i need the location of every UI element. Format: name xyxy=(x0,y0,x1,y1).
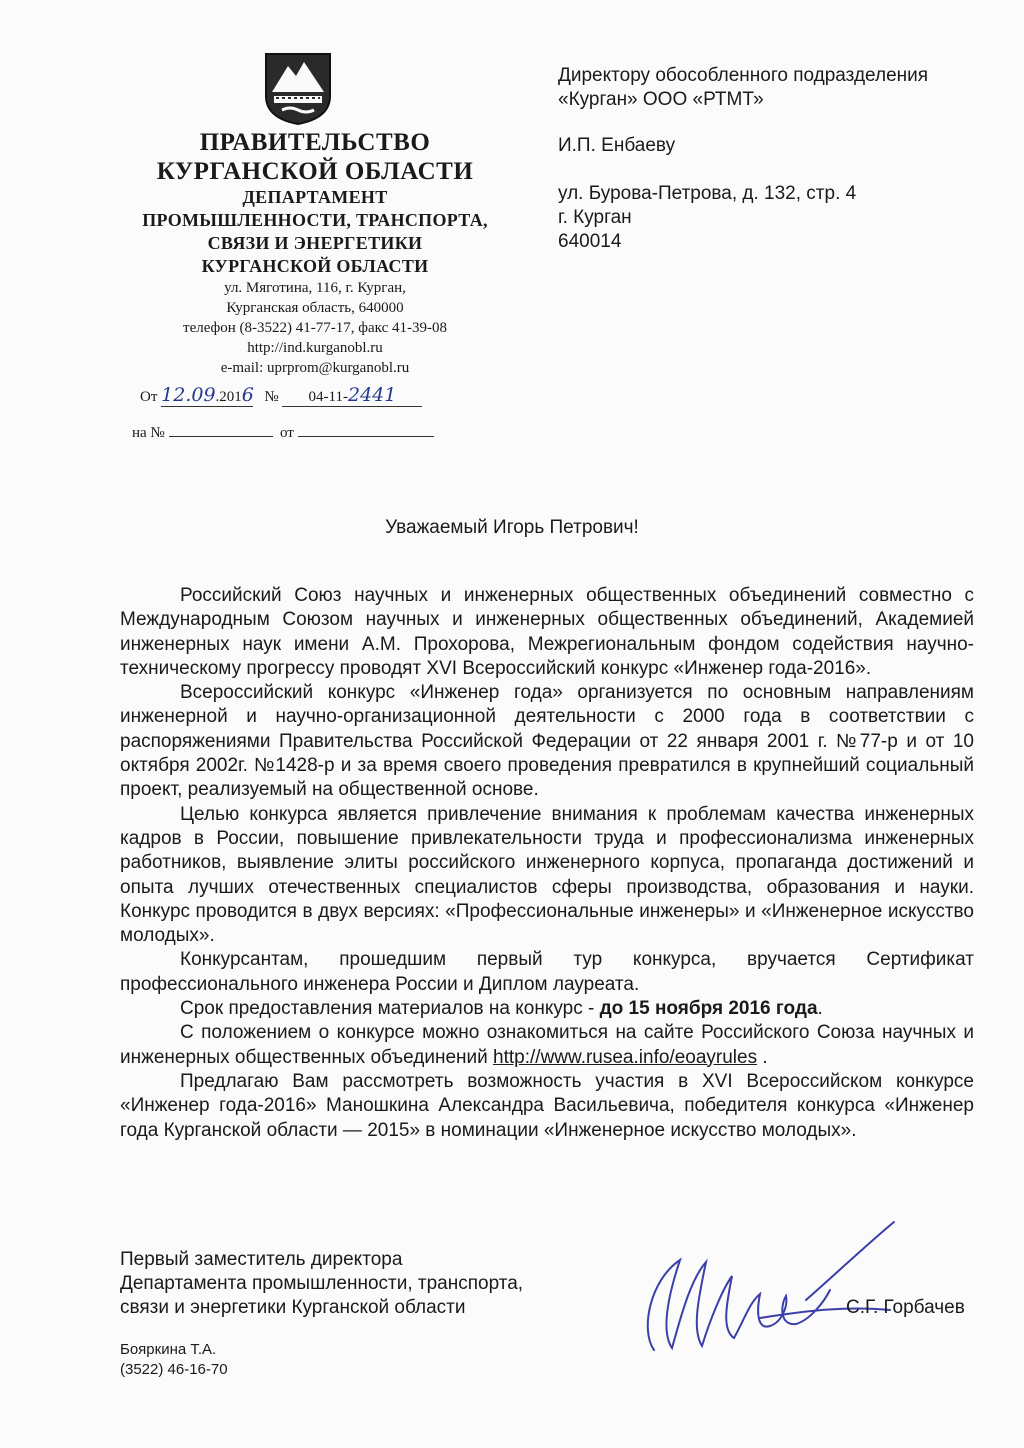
executor-phone: (3522) 46-16-70 xyxy=(120,1361,228,1378)
addressee xyxy=(558,64,998,254)
reply-date-blank xyxy=(298,422,434,437)
department-name-line3: КУРГАНСКОЙ ОБЛАСТИ xyxy=(201,256,429,276)
email-label: e-mail: xyxy=(220,360,267,376)
letter-body xyxy=(120,584,974,1143)
handwritten-year-digit: 6 xyxy=(241,384,254,406)
reply-number-label: на № xyxy=(132,425,165,441)
signer-position-line1: Первый заместитель директора xyxy=(120,1249,403,1270)
handwritten-number: 2441 xyxy=(347,384,397,406)
coat-of-arms-emblem xyxy=(264,52,332,126)
outgoing-reference xyxy=(140,384,480,407)
body-paragraph-6 xyxy=(120,1021,974,1070)
number-prefix: 04-11- xyxy=(308,389,348,405)
department-name-line1: ПРОМЫШЛЕННОСТИ, ТРАНСПОРТА, xyxy=(142,210,488,230)
executor-name: Бояркина Т.А. xyxy=(120,1341,217,1358)
body-paragraph-3: Целью конкурса является привлечение внимания к проблемам качества инженерных кадров в России, повышение привлекательности труда и профессионализма инженерных работников, выявление элиты российского инженерного корпуса, пропаганда достижений и опыта лучших отечественных специалистов сферы производства, образования и науки. Конкурс проводится в двух версиях: «Профессиональные инженеры» и «Инженерное искусство молодых». xyxy=(120,803,974,947)
reply-number-blank xyxy=(169,422,273,437)
rules-link[interactable]: http://www.rusea.info/eoayrules xyxy=(493,1046,758,1068)
addressee-postcode: 640014 xyxy=(558,231,622,252)
department-email-link[interactable]: uprprom@kurganobl.ru xyxy=(266,360,410,376)
department-title: ДЕПАРТАМЕНТ xyxy=(242,187,388,207)
body-paragraph-4: Конкурсантам, прошедшим первый тур конкурса, вручается Сертификат профессионального инженера России и Диплом лауреата. xyxy=(120,949,974,995)
signer-name: С.Г. Горбачев xyxy=(846,1297,965,1318)
department-email-line xyxy=(110,358,520,378)
incoming-reference xyxy=(132,422,492,442)
reply-from-label: от xyxy=(280,425,294,441)
addressee-name: И.П. Енбаеву xyxy=(558,135,676,156)
deadline-date: до 15 ноября 2016 года xyxy=(599,998,818,1020)
signer-block xyxy=(120,1248,590,1320)
handwritten-signature xyxy=(610,1210,910,1360)
letterhead xyxy=(110,128,520,378)
department-website: http://ind.kurganobl.ru xyxy=(247,340,383,356)
date-year-prefix: .201 xyxy=(215,389,242,405)
body-paragraph-5 xyxy=(120,997,974,1021)
addressee-position-line2: «Курган» ООО «РТМТ» xyxy=(558,89,764,110)
rules-end: . xyxy=(757,1046,768,1068)
government-region: КУРГАНСКОЙ ОБЛАСТИ xyxy=(156,158,474,185)
department-address-line1: ул. Мяготина, 116, г. Курган, xyxy=(224,280,406,296)
signer-position-line2: Департамента промышленности, транспорта, xyxy=(120,1273,524,1294)
number-label: № xyxy=(264,389,279,405)
outgoing-number xyxy=(282,384,422,407)
body-paragraph-2: Всероссийский конкурс «Инженер года» организуется по основным направлениям инженерной и научно-организационной деятельности с 2000 года в соответствии с распоряжениями Правительства Российской Федерации от 22 января 2001 г. №77-р и от 10 октября 2002г. №1428-р и за время своего проведения превратился в крупнейший социальный проект, реализуемый на общественной основе. xyxy=(120,682,974,801)
deadline-text: Срок предоставления материалов на конкурс - xyxy=(180,998,600,1020)
government-title: ПРАВИТЕЛЬСТВО xyxy=(199,129,431,156)
rules-text: С положением о конкурсе можно ознакомиться на сайте Российского Союза научных и инженерных общественных объединений xyxy=(120,1022,974,1068)
deadline-end: . xyxy=(817,998,823,1020)
addressee-street: ул. Бурова-Петрова, д. 132, стр. 4 xyxy=(558,183,857,204)
addressee-position-line1: Директору обособленного подразделения xyxy=(558,65,929,86)
from-label: От xyxy=(140,389,158,405)
body-paragraph-1: Российский Союз научных и инженерных общественных объединений совместно с Международным Союзом научных и инженерных общественных объединений, Академией инженерных наук имени А.М. Прохорова, Межрегиональным фондом содействия научно-техническому прогрессу проводят XVI Всероссийский конкурс «Инженер года-2016». xyxy=(120,585,974,679)
department-phone: телефон (8-3522) 41-77-17, факс 41-39-08 xyxy=(183,320,447,336)
greeting: Уважаемый Игорь Петрович! xyxy=(385,517,639,538)
handwritten-date: 12.09 xyxy=(161,384,216,406)
department-address-line2: Курганская область, 640000 xyxy=(226,300,404,316)
outgoing-date xyxy=(161,384,253,407)
body-paragraph-7: Предлагаю Вам рассмотреть возможность участия в XVI Всероссийском конкурсе «Инженер года-2016» Маношкина Александра Васильевича, победителя конкурса «Инженер года Курганской области — 2015» в номинации «Инженерное искусство молодых». xyxy=(120,1070,974,1141)
department-name-line2: СВЯЗИ И ЭНЕРГЕТИКИ xyxy=(207,233,423,253)
executor-block xyxy=(120,1340,228,1380)
addressee-city: г. Курган xyxy=(558,207,632,228)
signer-position-line3: связи и энергетики Курганской области xyxy=(120,1297,466,1318)
